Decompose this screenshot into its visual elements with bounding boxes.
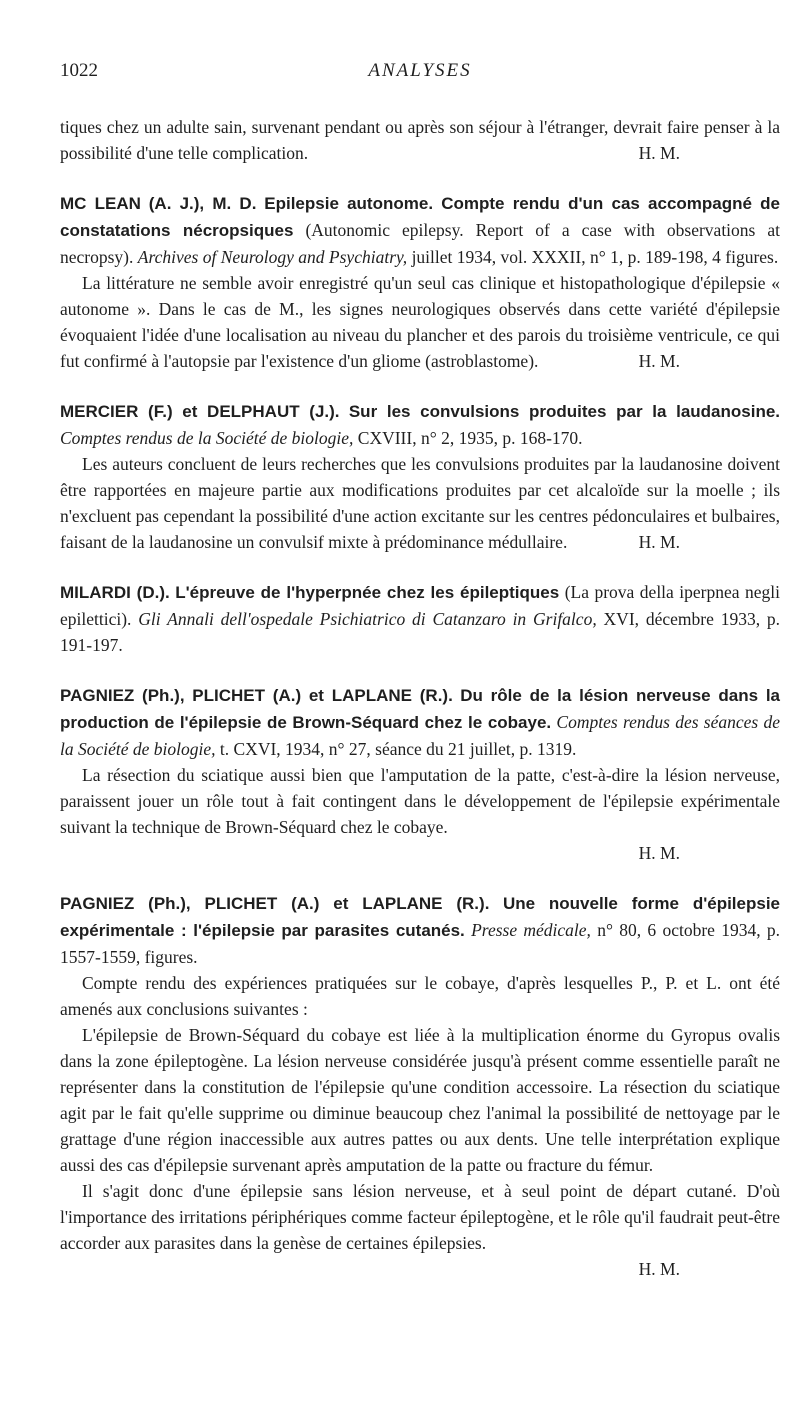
journal: Presse médicale, bbox=[471, 920, 591, 940]
entry-mclean bbox=[60, 190, 780, 374]
article-title: Du rôle de la lésion nerveuse dans la production de l'épilepsie de Brown-Séquard chez le cobaye. bbox=[60, 686, 780, 732]
signature-line bbox=[60, 1256, 780, 1282]
intro-entry bbox=[60, 114, 780, 166]
article-title: L'épreuve de l'hyperpnée chez les épileptiques bbox=[175, 583, 560, 602]
details: t. CXVI, 1934, n° 27, séance du 21 juillet, p. 1319. bbox=[219, 739, 577, 759]
page-number: 1022 bbox=[60, 60, 98, 81]
authors: MERCIER (F.) et DELPHAUT (J.). bbox=[60, 402, 340, 421]
article-title: Sur les convulsions produites par la laudanosine. bbox=[348, 402, 781, 421]
details: CXVIII, n° 2, 1935, p. 168-170. bbox=[357, 428, 583, 448]
running-title: ANALYSES bbox=[368, 60, 472, 81]
signature: H. M. bbox=[638, 351, 680, 371]
entry-heading bbox=[60, 190, 780, 270]
entry-heading bbox=[60, 579, 780, 658]
entry-mercier bbox=[60, 398, 780, 555]
article-title: Une nouvelle forme d'épilepsie expérimentale : l'épilepsie par parasites cutanés. bbox=[60, 894, 780, 940]
abstract-paragraph: La littérature ne semble avoir enregistré qu'un seul cas clinique et histopathologique d'épilepsie « autonome ». Dans le cas de M., les signes neurologiques observés dans cette variété d'épilepsie évoquaient l'idée d'une localisation au niveau du plancher et des parois du troisième ventricule, ce qui fut confirmé à l'autopsie par l'existence d'un gliome (astroblastome). H. M. bbox=[60, 270, 780, 374]
running-head bbox=[60, 60, 780, 90]
translation: (La prova della iperpnea negli epilettici). bbox=[60, 582, 781, 629]
entry-heading bbox=[60, 890, 780, 970]
page bbox=[60, 60, 780, 1282]
translation: (Autonomic epilepsy. Report of a case with observations at necropsy). bbox=[60, 220, 781, 267]
signature: H. M. bbox=[638, 843, 680, 863]
abstract-paragraph: Les auteurs concluent de leurs recherches que les convulsions produites par la laudanosine doivent être rapportées en majeure partie aux modifications produites par cet alcaloïde sur la moelle ; ils n'excluent pas cependant la possibilité d'une action excitante sur les centres pédonculaires et bulbaires, faisant de la laudanosine un convulsif mixte à prédominance médullaire. H. M. bbox=[60, 451, 780, 555]
article-title: Epilepsie autonome. Compte rendu d'un cas accompagné de constatations nécropsiques bbox=[60, 194, 780, 240]
abstract-paragraph: Compte rendu des expériences pratiquées sur le cobaye, d'après lesquelles P., P. et L. ont été amenés aux conclusions suivantes : bbox=[60, 973, 780, 1019]
intro-paragraph: tiques chez un adulte sain, survenant pendant ou après son séjour à l'étranger, devrait faire penser à la possibilité d'une telle complication. H. M. bbox=[60, 114, 780, 166]
authors: MILARDI (D.). bbox=[60, 583, 170, 602]
journal: Comptes rendus de la Société de biologie, bbox=[60, 428, 354, 448]
authors: PAGNIEZ (Ph.), PLICHET (A.) et LAPLANE (R.). bbox=[60, 686, 453, 705]
abstract-paragraph: La résection du sciatique aussi bien que l'amputation de la patte, c'est-à-dire la lésion nerveuse, paraissent jouer un rôle tout à fait contingent dans le développement de l'épilepsie expérimentale suivant la technique de Brown-Séquard chez le cobaye. bbox=[60, 765, 780, 837]
entry-pagniez-1 bbox=[60, 682, 780, 866]
signature: H. M. bbox=[638, 532, 680, 552]
details: juillet 1934, vol. XXXII, n° 1, p. 189-198, 4 figures. bbox=[411, 247, 779, 267]
abstract-paragraph: Il s'agit donc d'une épilepsie sans lésion nerveuse, et à seul point de départ cutané. D'où l'importance des irritations périphériques comme facteur épileptogène, et le rôle qu'il faudrait peut-être accorder aux parasites dans la genèse de certaines épilepsies. bbox=[60, 1181, 780, 1253]
signature: H. M. bbox=[638, 143, 680, 163]
entry-heading bbox=[60, 398, 780, 451]
entry-heading bbox=[60, 682, 780, 762]
details: XVI, décembre 1933, p. 191-197. bbox=[60, 609, 781, 655]
authors: MC LEAN bbox=[60, 194, 141, 213]
details: n° 80, 6 octobre 1934, p. 1557-1559, figures. bbox=[60, 920, 781, 967]
authors: PAGNIEZ (Ph.), PLICHET (A.) et LAPLANE (R.). bbox=[60, 894, 490, 913]
initials: (A. J.), M. D. bbox=[148, 194, 257, 213]
entry-pagniez-2 bbox=[60, 890, 780, 1282]
entry-milardi bbox=[60, 579, 780, 658]
journal: Archives of Neurology and Psychiatry, bbox=[137, 247, 408, 267]
abstract-paragraph: L'épilepsie de Brown-Séquard du cobaye est liée à la multiplication énorme du Gyropus ovalis dans la zone épileptogène. La lésion nerveuse considérée jusqu'à présent comme essentielle paraît ne représenter dans la constitution de l'épilepsie qu'une condition accessoire. La résection du sciatique agit par le fait qu'elle supprime ou diminue beaucoup chez l'animal la possibilité de nettoyage par le grattage d'une région inaccessible aux autres pattes ou aux dents. Une telle interprétation explique aussi des cas d'épilepsie survenant après amputation de la patte ou fracture du fémur. bbox=[60, 1025, 780, 1175]
signature-line bbox=[60, 840, 780, 866]
signature: H. M. bbox=[638, 1259, 680, 1279]
journal: Comptes rendus des séances de la Société de biologie, bbox=[60, 712, 781, 759]
journal: Gli Annali dell'ospedale Psichiatrico di Catanzaro in Grifalco, bbox=[138, 609, 597, 629]
